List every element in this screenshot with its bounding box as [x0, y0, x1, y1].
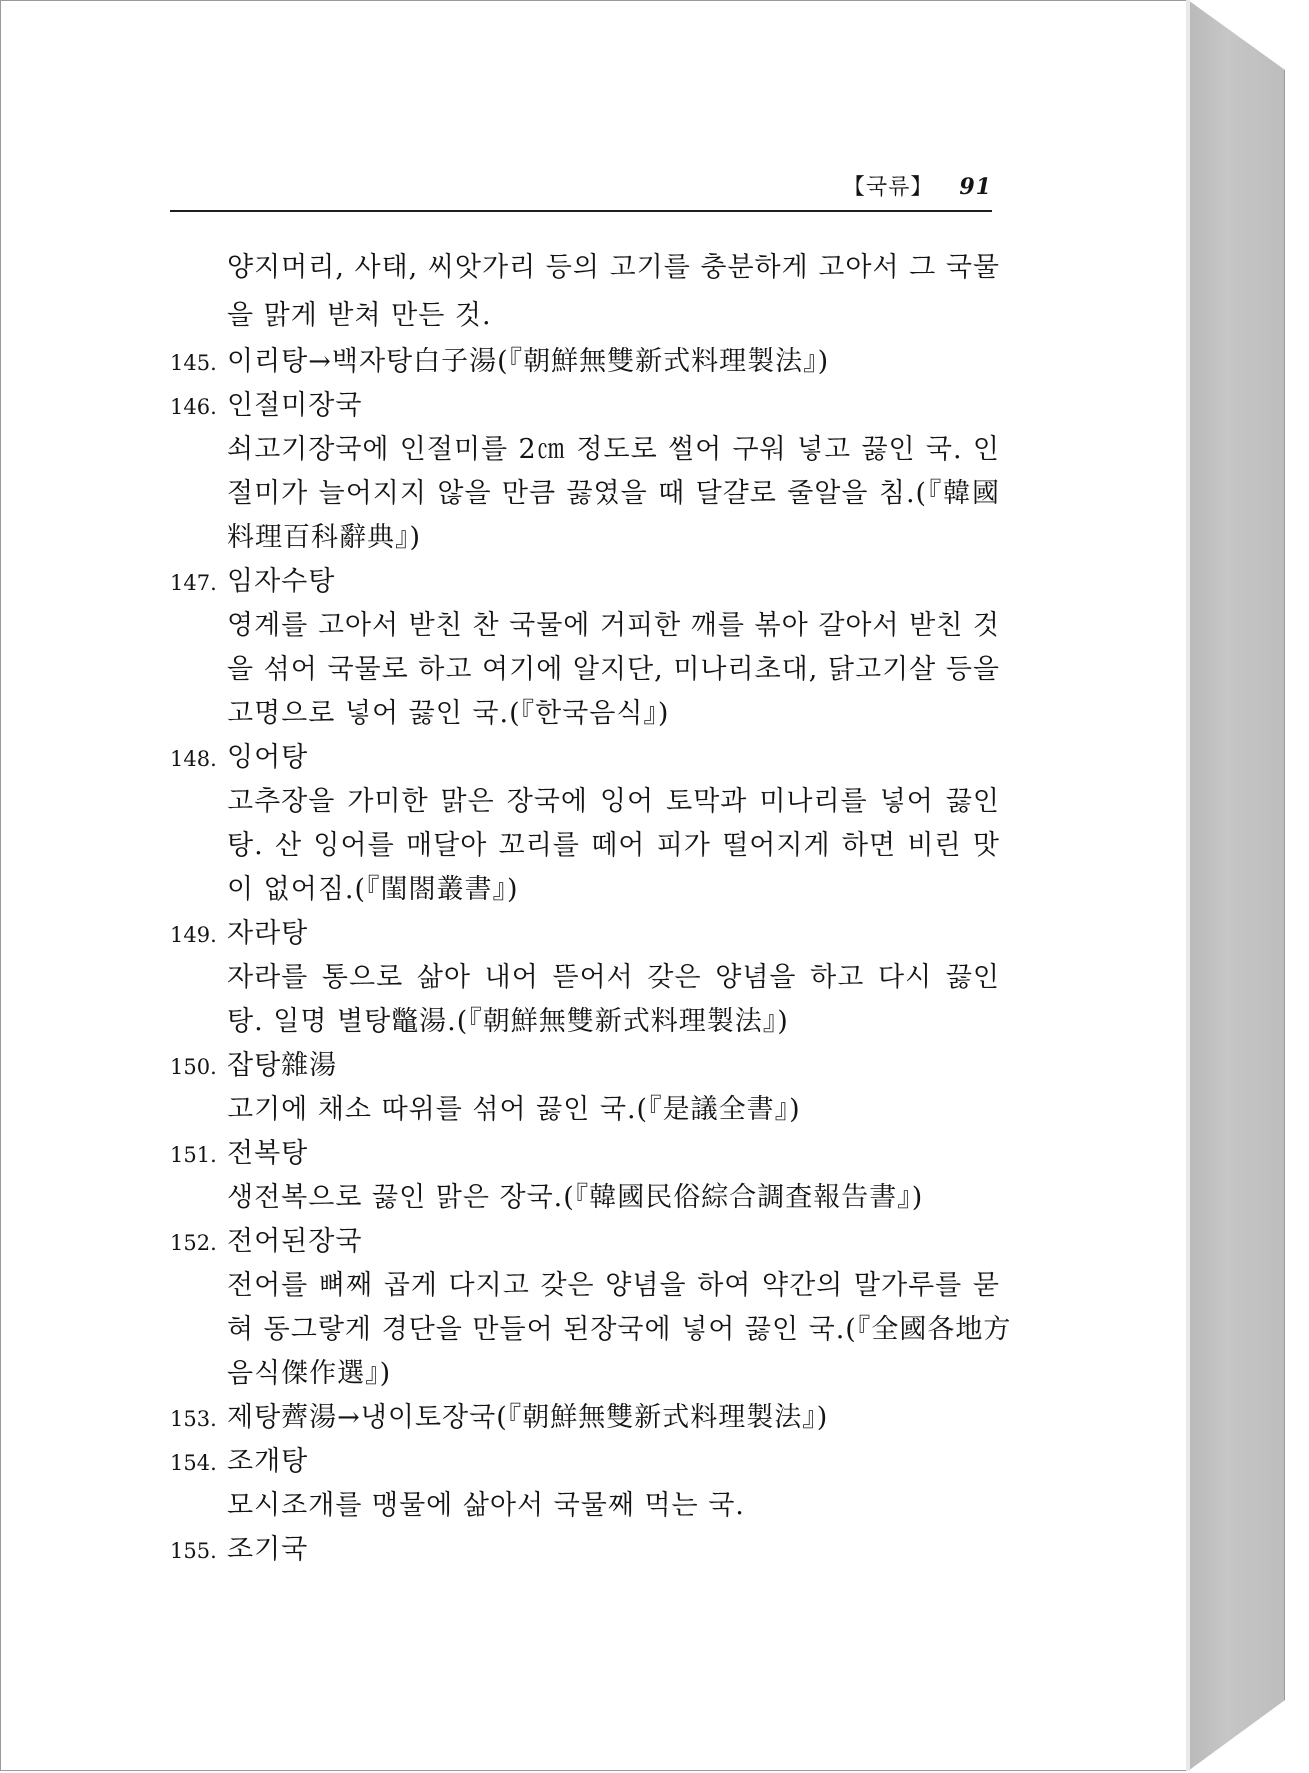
entry-heading	[170, 1220, 1000, 1264]
body-text-line: 절미가 늘어지지 않을 만큼 끓였을 때 달걀로 줄알을 침.(『韓國	[227, 478, 1000, 509]
section-title: 【국류】	[842, 175, 934, 200]
body-text-line: 이 없어짐.(『閨閤叢書』)	[227, 874, 519, 905]
entry-title: 전어된장국	[227, 1226, 363, 1257]
body-text-line: 고기에 채소 따위를 섞어 끓인 국.(『是議全書』)	[227, 1094, 801, 1125]
entry-heading	[170, 912, 1000, 956]
entry-number: 154.	[170, 1451, 217, 1475]
body-text-line: 고명으로 넣어 끓인 국.(『한국음식』)	[227, 698, 670, 729]
entry-number: 151.	[170, 1143, 217, 1167]
entry-number: 155.	[170, 1539, 217, 1563]
entry-title: 잡탕雜湯	[227, 1050, 338, 1081]
body-text-line: 혀 동그랗게 경단을 만들어 된장국에 넣어 끓인 국.(『全國各地方	[227, 1314, 1012, 1345]
entry-title: 조개탕	[227, 1446, 309, 1477]
body-text-line: 탕. 일명 별탕鼈湯.(『朝鮮無雙新式料理製法』)	[227, 1006, 789, 1037]
entry-number: 153.	[170, 1407, 217, 1431]
entry-title: 잉어탕	[227, 742, 309, 773]
entry-title: 인절미장국	[227, 390, 363, 421]
page-body	[170, 244, 1012, 1572]
entry-number: 145.	[170, 351, 217, 375]
body-text-line: 탕. 산 잉어를 매달아 꼬리를 떼어 피가 떨어지게 하면 비린 맛	[227, 830, 1000, 861]
entry-number: 147.	[170, 571, 217, 595]
entry-heading	[170, 1132, 1000, 1176]
entry-number: 150.	[170, 1055, 217, 1079]
body-text-line: 을 맑게 받쳐 만든 것.	[227, 300, 492, 331]
entry-number: 148.	[170, 747, 217, 771]
entry-heading	[170, 560, 1000, 604]
body-text-line: 쇠고기장국에 인절미를 2㎝ 정도로 썰어 구워 넣고 끓인 국. 인	[227, 434, 1000, 465]
entry-heading	[170, 1440, 1000, 1484]
entry-title: 이리탕→백자탕白子湯(『朝鮮無雙新式料理製法』)	[227, 346, 830, 377]
book-spine	[1188, 0, 1285, 1771]
body-text-line: 을 섞어 국물로 하고 여기에 알지단, 미나리초대, 닭고기살 등을	[227, 654, 1000, 685]
body-text-line: 양지머리, 사태, 씨앗가리 등의 고기를 충분하게 고아서 그 국물	[227, 252, 1000, 283]
entry-number: 152.	[170, 1231, 217, 1255]
body-text-line: 자라를 통으로 삶아 내어 뜯어서 갖은 양념을 하고 다시 끓인	[227, 962, 1000, 993]
entry-heading	[170, 736, 1000, 780]
body-text-line: 생전복으로 끓인 맑은 장국.(『韓國民俗綜合調査報告書』)	[227, 1182, 924, 1213]
body-text-line: 음식傑作選』)	[227, 1358, 392, 1389]
entry-number: 149.	[170, 923, 217, 947]
entry-heading	[170, 1528, 1000, 1572]
running-head	[170, 170, 992, 216]
entry-heading	[170, 384, 1000, 428]
header-text	[843, 170, 992, 201]
body-text-line: 고추장을 가미한 맑은 장국에 잉어 토막과 미나리를 넣어 끓인	[227, 786, 1000, 817]
body-text-line: 料理百科辭典』)	[227, 522, 422, 553]
body-text-line: 모시조개를 맹물에 삶아서 국물째 먹는 국.	[227, 1490, 745, 1521]
header-rule	[170, 210, 992, 212]
entry-title: 전복탕	[227, 1138, 309, 1169]
page-edge	[1186, 0, 1190, 1771]
entry-title: 임자수탕	[227, 566, 336, 597]
entry-heading	[170, 340, 1000, 384]
page-number: 91	[959, 174, 992, 200]
body-text-line: 전어를 뼈째 곱게 다지고 갖은 양념을 하여 약간의 말가루를 묻	[227, 1270, 1000, 1301]
body-text-line: 영계를 고아서 받친 찬 국물에 거피한 깨를 볶아 갈아서 받친 것	[227, 610, 1000, 641]
entry-title: 자라탕	[227, 918, 309, 949]
entry-heading	[170, 1044, 1000, 1088]
entry-number: 146.	[170, 395, 217, 419]
entry-title: 제탕薺湯→냉이토장국(『朝鮮無雙新式料理製法』)	[227, 1402, 829, 1433]
entry-title: 조기국	[227, 1534, 309, 1565]
entry-heading	[170, 1396, 1000, 1440]
